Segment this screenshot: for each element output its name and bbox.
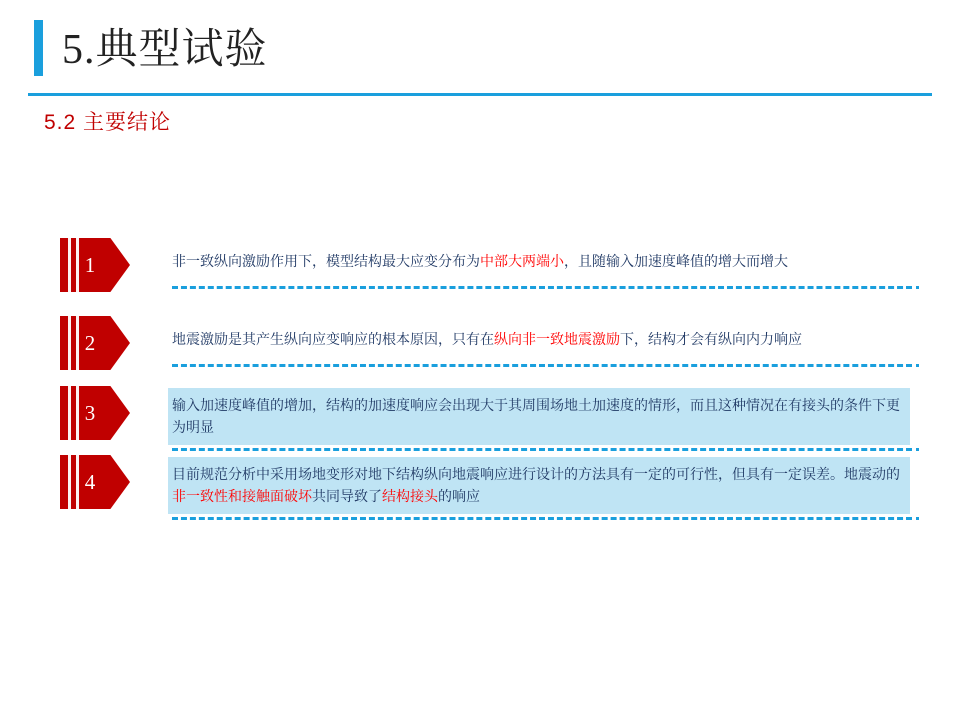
text-segment: ，且随输入加速度峰值的增大而增大 <box>564 253 788 269</box>
dashed-divider <box>172 517 912 520</box>
text-segment: 结构接头 <box>382 488 438 504</box>
text-segment: 非一致纵向激励作用下，模型结构最大应变分布为 <box>172 253 480 269</box>
dashed-divider <box>172 364 912 367</box>
text-segment: 非一致性和接触面破坏 <box>172 488 312 504</box>
arrow-badge-icon <box>60 455 130 509</box>
divider-end-dot <box>916 364 919 367</box>
text-segment: 输入加速度峰值的增加，结构的加速度响应会出现大于其周围场地土加速度的情形，而且这种情况在有接头的条件下更为明显 <box>172 397 900 435</box>
conclusion-number: 3 <box>84 401 96 425</box>
conclusion-text <box>168 457 910 514</box>
conclusion-number: 2 <box>84 331 96 355</box>
conclusion-number: 4 <box>84 470 96 494</box>
text-segment: 的响应 <box>438 488 480 504</box>
arrow-badge-icon <box>60 316 130 370</box>
text-segment: 纵向非一致地震激励 <box>494 331 620 347</box>
text-segment: 地震激励是其产生纵向应变响应的根本原因，只有在 <box>172 331 494 347</box>
divider-end-dot <box>916 286 919 289</box>
divider-end-dot <box>916 517 919 520</box>
conclusion-number: 1 <box>84 253 96 277</box>
dashed-divider <box>172 286 912 289</box>
divider-end-dot <box>916 448 919 451</box>
section-subtitle: 5.2 主要结论 <box>44 111 172 134</box>
arrow-badge-icon <box>60 238 130 292</box>
page-title: 5.典型试验 <box>62 27 268 73</box>
text-segment: 目前规范分析中采用场地变形对地下结构纵向地震响应进行设计的方法具有一定的可行性，但具有一定误差。地震动的 <box>172 466 900 482</box>
conclusion-text <box>172 328 912 350</box>
dashed-divider <box>172 448 912 451</box>
conclusion-text <box>168 388 910 445</box>
text-segment: 下，结构才会有纵向内力响应 <box>620 331 802 347</box>
arrow-badge-icon <box>60 386 130 440</box>
conclusion-text <box>172 250 912 272</box>
text-segment: 共同导致了 <box>312 488 382 504</box>
text-segment: 中部大两端小 <box>480 253 564 269</box>
